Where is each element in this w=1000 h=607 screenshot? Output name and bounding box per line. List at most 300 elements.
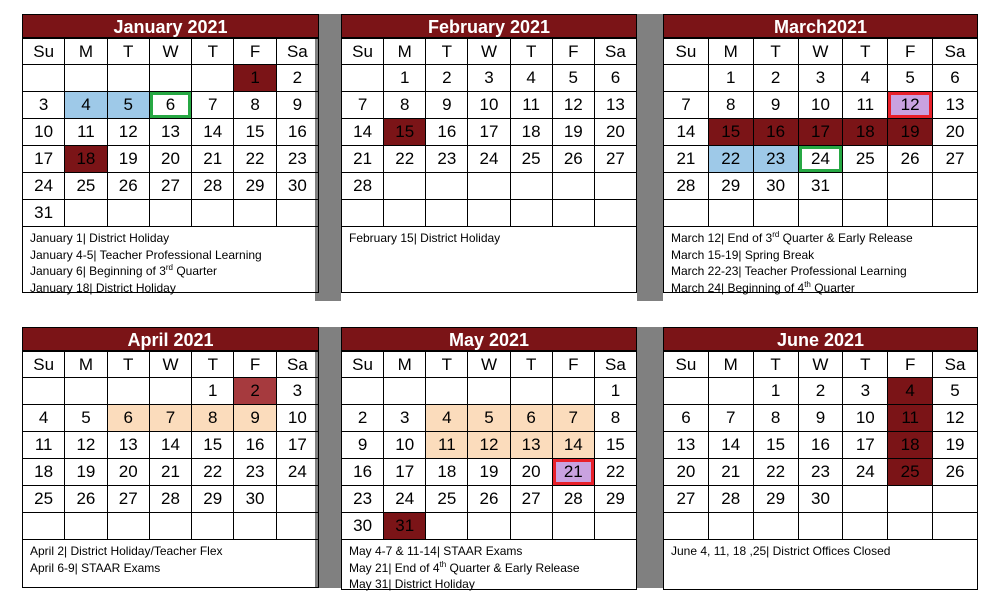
day-cell: 4 xyxy=(888,378,933,405)
day-cell: 23 xyxy=(753,146,798,173)
note-line xyxy=(30,560,318,577)
day-cell: 15 xyxy=(708,119,753,146)
day-cell: 20 xyxy=(933,119,978,146)
day-cell: 29 xyxy=(192,486,234,513)
day-cell: 10 xyxy=(384,432,426,459)
week-row xyxy=(342,146,637,173)
week-row xyxy=(23,119,319,146)
week-row xyxy=(23,200,319,227)
note-line xyxy=(349,560,636,577)
weekday-label: T xyxy=(192,39,234,65)
day-cell: 19 xyxy=(552,119,594,146)
weekday-label: F xyxy=(552,352,594,378)
day-cell: 23 xyxy=(276,146,318,173)
day-cell: 24 xyxy=(468,146,510,173)
weekday-label: Su xyxy=(23,352,65,378)
day-cell: 7 xyxy=(149,405,191,432)
note-text: June 4, 11, 18 ,25| District Offices Closed xyxy=(671,544,891,558)
day-cell: 30 xyxy=(753,173,798,200)
day-cell: 5 xyxy=(468,405,510,432)
column-divider xyxy=(637,327,663,588)
weekday-label: Sa xyxy=(276,39,318,65)
empty-cell xyxy=(888,513,933,540)
day-cell: 18 xyxy=(888,432,933,459)
week-row xyxy=(664,432,978,459)
weekday-label: Su xyxy=(664,39,709,65)
day-cell: 10 xyxy=(276,405,318,432)
day-cell: 29 xyxy=(708,173,753,200)
week-row xyxy=(23,486,319,513)
empty-cell xyxy=(594,513,636,540)
day-cell: 22 xyxy=(708,146,753,173)
weekday-label: T xyxy=(192,352,234,378)
day-cell: 9 xyxy=(753,92,798,119)
note-line xyxy=(671,247,977,264)
day-cell: 27 xyxy=(510,486,552,513)
week-row xyxy=(342,92,637,119)
day-cell: 15 xyxy=(192,432,234,459)
column-divider xyxy=(637,14,663,301)
note-text: May 4-7 & 11-14| STAAR Exams xyxy=(349,544,523,558)
weekday-label: F xyxy=(234,39,276,65)
weekday-label: Sa xyxy=(933,352,978,378)
empty-cell xyxy=(234,513,276,540)
empty-cell xyxy=(708,378,753,405)
day-cell: 9 xyxy=(276,92,318,119)
empty-cell xyxy=(798,513,843,540)
empty-cell xyxy=(664,200,709,227)
empty-cell xyxy=(276,200,318,227)
empty-cell xyxy=(552,200,594,227)
day-cell: 14 xyxy=(708,432,753,459)
day-cell: 19 xyxy=(65,459,107,486)
empty-cell xyxy=(708,513,753,540)
note-text-suffix: Quarter xyxy=(173,264,218,278)
note-line xyxy=(30,280,318,297)
day-cell: 1 xyxy=(594,378,636,405)
week-row xyxy=(664,486,978,513)
day-cell: 25 xyxy=(843,146,888,173)
empty-cell xyxy=(933,173,978,200)
empty-cell xyxy=(594,200,636,227)
week-row xyxy=(23,459,319,486)
day-cell: 30 xyxy=(276,173,318,200)
day-cell: 30 xyxy=(234,486,276,513)
month-title: January 2021 xyxy=(22,14,319,38)
weekday-label: W xyxy=(149,352,191,378)
day-cell: 28 xyxy=(192,173,234,200)
empty-cell xyxy=(510,200,552,227)
day-cell: 3 xyxy=(798,65,843,92)
day-cell: 26 xyxy=(468,486,510,513)
day-cell: 24 xyxy=(276,459,318,486)
note-line xyxy=(30,230,318,247)
day-cell: 25 xyxy=(65,173,107,200)
day-cell: 16 xyxy=(426,119,468,146)
empty-cell xyxy=(664,513,709,540)
empty-cell xyxy=(342,200,384,227)
day-cell: 21 xyxy=(664,146,709,173)
month-march xyxy=(663,14,978,293)
day-cell: 14 xyxy=(149,432,191,459)
day-cell: 30 xyxy=(342,513,384,540)
day-cell: 14 xyxy=(342,119,384,146)
day-cell: 14 xyxy=(552,432,594,459)
day-cell: 21 xyxy=(192,146,234,173)
day-cell: 19 xyxy=(888,119,933,146)
empty-cell xyxy=(594,173,636,200)
day-cell: 25 xyxy=(426,486,468,513)
day-cell: 15 xyxy=(384,119,426,146)
empty-cell xyxy=(510,513,552,540)
day-cell: 20 xyxy=(107,459,149,486)
day-cell: 10 xyxy=(23,119,65,146)
day-cell: 27 xyxy=(594,146,636,173)
day-cell: 14 xyxy=(664,119,709,146)
empty-cell xyxy=(933,513,978,540)
month-may xyxy=(341,327,637,590)
day-cell: 3 xyxy=(384,405,426,432)
day-cell: 24 xyxy=(384,486,426,513)
empty-cell xyxy=(664,65,709,92)
day-cell: 28 xyxy=(708,486,753,513)
day-cell: 27 xyxy=(664,486,709,513)
note-text: March 12| End of 3 xyxy=(671,231,773,245)
day-cell: 21 xyxy=(149,459,191,486)
empty-cell xyxy=(552,378,594,405)
empty-cell xyxy=(192,65,234,92)
day-cell: 5 xyxy=(552,65,594,92)
day-cell: 17 xyxy=(276,432,318,459)
day-cell: 25 xyxy=(888,459,933,486)
empty-cell xyxy=(843,486,888,513)
day-cell: 12 xyxy=(107,119,149,146)
day-cell: 3 xyxy=(843,378,888,405)
note-superscript: th xyxy=(439,559,447,569)
day-cell: 2 xyxy=(276,65,318,92)
weekday-header-row xyxy=(342,352,637,378)
empty-cell xyxy=(276,486,318,513)
week-row xyxy=(23,65,319,92)
day-cell: 24 xyxy=(798,146,843,173)
day-cell: 21 xyxy=(342,146,384,173)
note-text: March 15-19| Spring Break xyxy=(671,247,815,262)
empty-cell xyxy=(426,200,468,227)
empty-cell xyxy=(192,200,234,227)
note-text-suffix: Quarter & Early Release xyxy=(779,231,913,245)
calendar-grid xyxy=(663,351,978,540)
note-line xyxy=(349,576,636,593)
empty-cell xyxy=(107,200,149,227)
day-cell: 28 xyxy=(342,173,384,200)
day-cell: 13 xyxy=(107,432,149,459)
day-cell: 19 xyxy=(107,146,149,173)
day-cell: 3 xyxy=(23,92,65,119)
empty-cell xyxy=(552,173,594,200)
day-cell: 23 xyxy=(426,146,468,173)
weekday-label: T xyxy=(753,39,798,65)
empty-cell xyxy=(888,486,933,513)
day-cell: 22 xyxy=(192,459,234,486)
weekday-label: Su xyxy=(342,352,384,378)
note-text: April 2| District Holiday/Teacher Flex xyxy=(30,544,223,558)
month-april xyxy=(22,327,319,588)
weekday-label: T xyxy=(426,352,468,378)
day-cell: 26 xyxy=(933,459,978,486)
day-cell: 31 xyxy=(23,200,65,227)
week-row xyxy=(342,459,637,486)
day-cell: 16 xyxy=(798,432,843,459)
day-cell: 1 xyxy=(753,378,798,405)
calendar-grid xyxy=(22,351,319,540)
note-superscript: rd xyxy=(772,230,780,239)
empty-cell xyxy=(933,200,978,227)
weekday-label: Sa xyxy=(933,39,978,65)
weekday-label: Sa xyxy=(594,39,636,65)
day-cell: 27 xyxy=(107,486,149,513)
day-cell: 18 xyxy=(510,119,552,146)
day-cell: 2 xyxy=(753,65,798,92)
day-cell: 9 xyxy=(234,405,276,432)
weekday-label: F xyxy=(888,352,933,378)
day-cell: 2 xyxy=(234,378,276,405)
note-text: May 21| End of 4 xyxy=(349,560,440,575)
month-notes xyxy=(341,540,637,590)
empty-cell xyxy=(510,378,552,405)
empty-cell xyxy=(426,378,468,405)
empty-cell xyxy=(426,513,468,540)
note-line xyxy=(671,230,977,247)
empty-cell xyxy=(510,173,552,200)
day-cell: 5 xyxy=(65,405,107,432)
week-row xyxy=(664,513,978,540)
day-cell: 13 xyxy=(149,119,191,146)
day-cell: 27 xyxy=(149,173,191,200)
weekday-label: T xyxy=(510,39,552,65)
day-cell: 23 xyxy=(342,486,384,513)
day-cell: 4 xyxy=(426,405,468,432)
day-cell: 14 xyxy=(192,119,234,146)
day-cell: 18 xyxy=(426,459,468,486)
day-cell: 17 xyxy=(843,432,888,459)
day-cell: 23 xyxy=(798,459,843,486)
note-line xyxy=(349,543,636,560)
empty-cell xyxy=(65,513,107,540)
day-cell: 29 xyxy=(753,486,798,513)
day-cell: 12 xyxy=(888,92,933,119)
empty-cell xyxy=(468,200,510,227)
week-row xyxy=(664,173,978,200)
day-cell: 20 xyxy=(149,146,191,173)
day-cell: 16 xyxy=(753,119,798,146)
day-cell: 19 xyxy=(468,459,510,486)
day-cell: 3 xyxy=(276,378,318,405)
empty-cell xyxy=(23,378,65,405)
day-cell: 22 xyxy=(234,146,276,173)
day-cell: 5 xyxy=(107,92,149,119)
weekday-label: M xyxy=(708,352,753,378)
day-cell: 28 xyxy=(664,173,709,200)
week-row xyxy=(23,378,319,405)
week-row xyxy=(664,459,978,486)
day-cell: 31 xyxy=(384,513,426,540)
day-cell: 26 xyxy=(888,146,933,173)
weekday-label: W xyxy=(798,352,843,378)
day-cell: 1 xyxy=(384,65,426,92)
weekday-label: F xyxy=(552,39,594,65)
empty-cell xyxy=(149,65,191,92)
day-cell: 30 xyxy=(798,486,843,513)
day-cell: 2 xyxy=(342,405,384,432)
day-cell: 1 xyxy=(192,378,234,405)
day-cell: 18 xyxy=(843,119,888,146)
day-cell: 6 xyxy=(664,405,709,432)
note-text: May 31| District Holiday xyxy=(349,577,475,591)
day-cell: 22 xyxy=(384,146,426,173)
note-line xyxy=(30,247,318,264)
note-text-suffix: Quarter & Early Release xyxy=(446,560,580,575)
empty-cell xyxy=(798,200,843,227)
day-cell: 4 xyxy=(65,92,107,119)
day-cell: 21 xyxy=(552,459,594,486)
weekday-label: T xyxy=(843,39,888,65)
day-cell: 24 xyxy=(843,459,888,486)
weekday-header-row xyxy=(664,352,978,378)
week-row xyxy=(664,405,978,432)
weekday-label: M xyxy=(384,39,426,65)
day-cell: 13 xyxy=(594,92,636,119)
week-row xyxy=(23,146,319,173)
weekday-label: Su xyxy=(23,39,65,65)
weekday-label: T xyxy=(426,39,468,65)
day-cell: 28 xyxy=(552,486,594,513)
empty-cell xyxy=(843,200,888,227)
weekday-header-row xyxy=(23,39,319,65)
empty-cell xyxy=(384,200,426,227)
weekday-label: M xyxy=(65,352,107,378)
day-cell: 7 xyxy=(552,405,594,432)
empty-cell xyxy=(342,65,384,92)
month-june xyxy=(663,327,978,590)
day-cell: 13 xyxy=(933,92,978,119)
month-title: April 2021 xyxy=(22,327,319,351)
weekday-label: T xyxy=(753,352,798,378)
day-cell: 8 xyxy=(594,405,636,432)
note-line xyxy=(671,263,977,280)
empty-cell xyxy=(552,513,594,540)
day-cell: 27 xyxy=(933,146,978,173)
empty-cell xyxy=(234,200,276,227)
day-cell: 19 xyxy=(933,432,978,459)
day-cell: 3 xyxy=(468,65,510,92)
empty-cell xyxy=(65,65,107,92)
weekday-label: F xyxy=(234,352,276,378)
week-row xyxy=(664,378,978,405)
empty-cell xyxy=(65,200,107,227)
calendar-grid xyxy=(663,38,978,227)
day-cell: 16 xyxy=(234,432,276,459)
week-row xyxy=(23,173,319,200)
day-cell: 13 xyxy=(664,432,709,459)
weekday-label: T xyxy=(510,352,552,378)
note-line xyxy=(30,263,318,280)
weekday-header-row xyxy=(664,39,978,65)
weekday-label: Su xyxy=(664,352,709,378)
day-cell: 10 xyxy=(468,92,510,119)
day-cell: 25 xyxy=(23,486,65,513)
note-text: January 6| Beginning of 3 xyxy=(30,264,166,278)
empty-cell xyxy=(107,65,149,92)
empty-cell xyxy=(468,513,510,540)
day-cell: 15 xyxy=(753,432,798,459)
week-row xyxy=(23,513,319,540)
month-title: March2021 xyxy=(663,14,978,38)
month-title: June 2021 xyxy=(663,327,978,351)
week-row xyxy=(23,92,319,119)
month-notes xyxy=(341,227,637,293)
empty-cell xyxy=(23,513,65,540)
empty-cell xyxy=(468,378,510,405)
day-cell: 12 xyxy=(468,432,510,459)
day-cell: 1 xyxy=(708,65,753,92)
week-row xyxy=(342,432,637,459)
weekday-label: T xyxy=(107,352,149,378)
week-row xyxy=(664,65,978,92)
weekday-header-row xyxy=(342,39,637,65)
week-row xyxy=(23,432,319,459)
note-text-suffix: Quarter xyxy=(810,280,855,295)
weekday-label: M xyxy=(384,352,426,378)
day-cell: 6 xyxy=(107,405,149,432)
day-cell: 26 xyxy=(65,486,107,513)
calendar-grid xyxy=(22,38,319,227)
week-row xyxy=(664,200,978,227)
day-cell: 16 xyxy=(342,459,384,486)
empty-cell xyxy=(664,378,709,405)
day-cell: 6 xyxy=(594,65,636,92)
day-cell: 6 xyxy=(933,65,978,92)
week-row xyxy=(342,486,637,513)
month-notes xyxy=(663,540,978,590)
day-cell: 7 xyxy=(664,92,709,119)
note-text: January 4-5| Teacher Professional Learning xyxy=(30,247,262,262)
weekday-label: W xyxy=(798,39,843,65)
day-cell: 17 xyxy=(468,119,510,146)
month-notes xyxy=(663,227,978,293)
day-cell: 1 xyxy=(234,65,276,92)
day-cell: 7 xyxy=(708,405,753,432)
empty-cell xyxy=(107,378,149,405)
week-row xyxy=(342,405,637,432)
day-cell: 8 xyxy=(753,405,798,432)
note-line xyxy=(349,230,636,247)
empty-cell xyxy=(192,513,234,540)
day-cell: 2 xyxy=(426,65,468,92)
day-cell: 11 xyxy=(888,405,933,432)
day-cell: 31 xyxy=(798,173,843,200)
day-cell: 2 xyxy=(798,378,843,405)
day-cell: 15 xyxy=(594,432,636,459)
month-notes xyxy=(22,540,319,588)
day-cell: 24 xyxy=(23,173,65,200)
day-cell: 23 xyxy=(234,459,276,486)
note-line xyxy=(671,280,977,297)
empty-cell xyxy=(65,378,107,405)
empty-cell xyxy=(342,378,384,405)
week-row xyxy=(342,173,637,200)
weekday-label: Su xyxy=(342,39,384,65)
day-cell: 20 xyxy=(510,459,552,486)
